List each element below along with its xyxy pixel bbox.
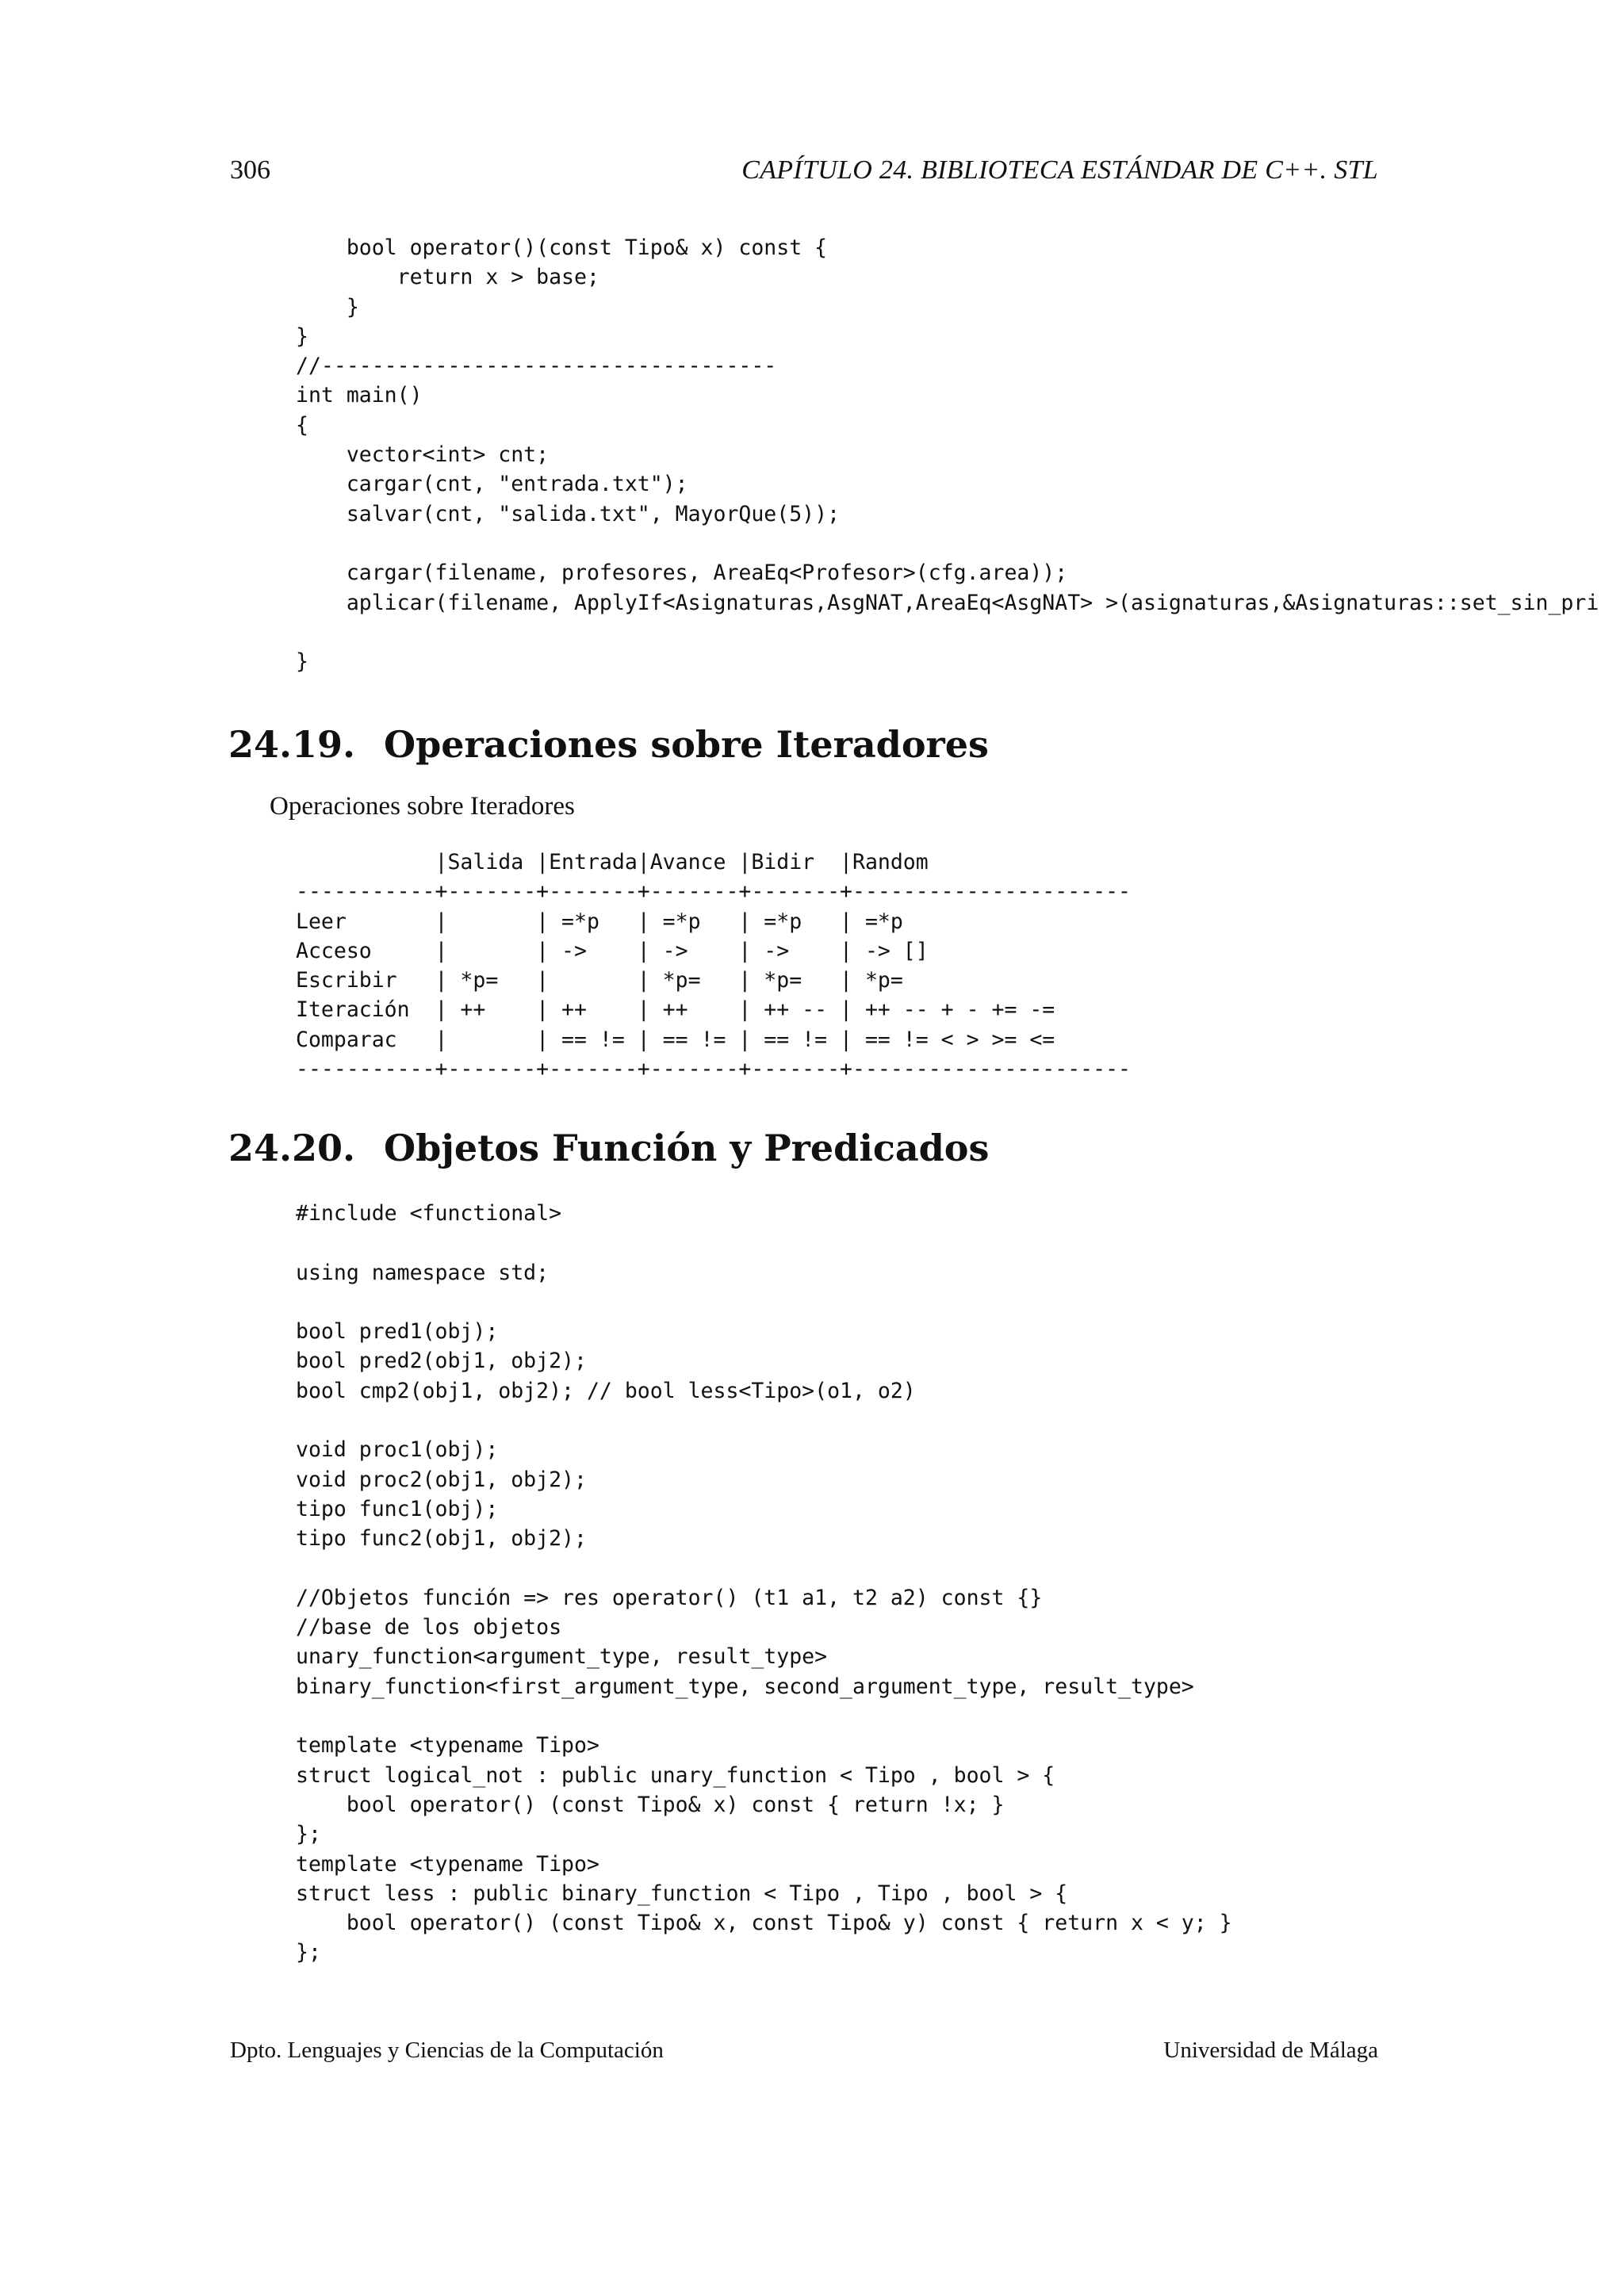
section-heading-iteradores <box>228 723 989 766</box>
running-header: CAPÍTULO 24. BIBLIOTECA ESTÁNDAR DE C++. STL <box>741 155 1378 185</box>
section-number: 24.19. <box>228 723 356 766</box>
footer-department: Dpto. Lenguajes y Ciencias de la Computación <box>230 2038 664 2063</box>
code-block-functional: #include <functional> using namespace std; bool pred1(obj); bool pred2(obj1, obj2); bool cmp2(obj1, obj2); // bool less<Tipo>(o1, o2) void proc1(obj); void proc2(obj1, obj2); tipo func1(obj); tipo func2(obj1, obj2); //Objetos función => res operator() (t1 a1, t2 a2) const {} //base de los objetos unary_function<argument_type, result_type> binary_function<first_argument_type, second_argument_type, result_type> template <typename Tipo> struct logical_not : public unary_function < Tipo , bool > { bool operator() (const Tipo& x) const { return !x; } }; template <typename Tipo> struct less : public binary_function < Tipo , Tipo , bool > { bool operator() (const Tipo& x, const Tipo& y) const { return x < y; } }; <box>296 1201 1232 1965</box>
section-title: Objetos Función y Predicados <box>384 1127 990 1169</box>
section-intro-text: Operaciones sobre Iteradores <box>270 792 575 821</box>
code-block-main: bool operator()(const Tipo& x) const { return x > base; } } //------------------------------------ int main() { vector<int> cnt; cargar(cnt, "entrada.txt"); salvar(cnt, "salida.txt", MayorQue(5)); cargar(filename, profesores, AreaEq<Profesor>(cfg.area)); aplicar(filename, ApplyIf<Asignaturas,AsgNAT,AreaEq<AsgNAT> >(asignaturas,&Asignaturas::set_sin_pri } <box>296 235 1599 675</box>
section-title: Operaciones sobre Iteradores <box>384 723 989 766</box>
footer-university: Universidad de Málaga <box>1163 2038 1378 2063</box>
section-heading-funcion <box>228 1127 989 1169</box>
section-number: 24.20. <box>228 1127 356 1169</box>
iterator-operations-table: |Salida |Entrada|Avance |Bidir |Random -----------+-------+-------+-------+-------+---------------------- Leer | | =*p | =*p | =*p | =*p Acceso | | -> | -> | -> | -> [] Escribir | *p= | | *p= | *p= | *p= Iteración | ++ | ++ | ++ | ++ -- | ++ -- + - += -= Comparac | | == != | == != | == != | == != < > >= <= -----------+-------+-------+-------+-------+---------------------- <box>296 850 1131 1082</box>
page-number: 306 <box>230 155 270 185</box>
